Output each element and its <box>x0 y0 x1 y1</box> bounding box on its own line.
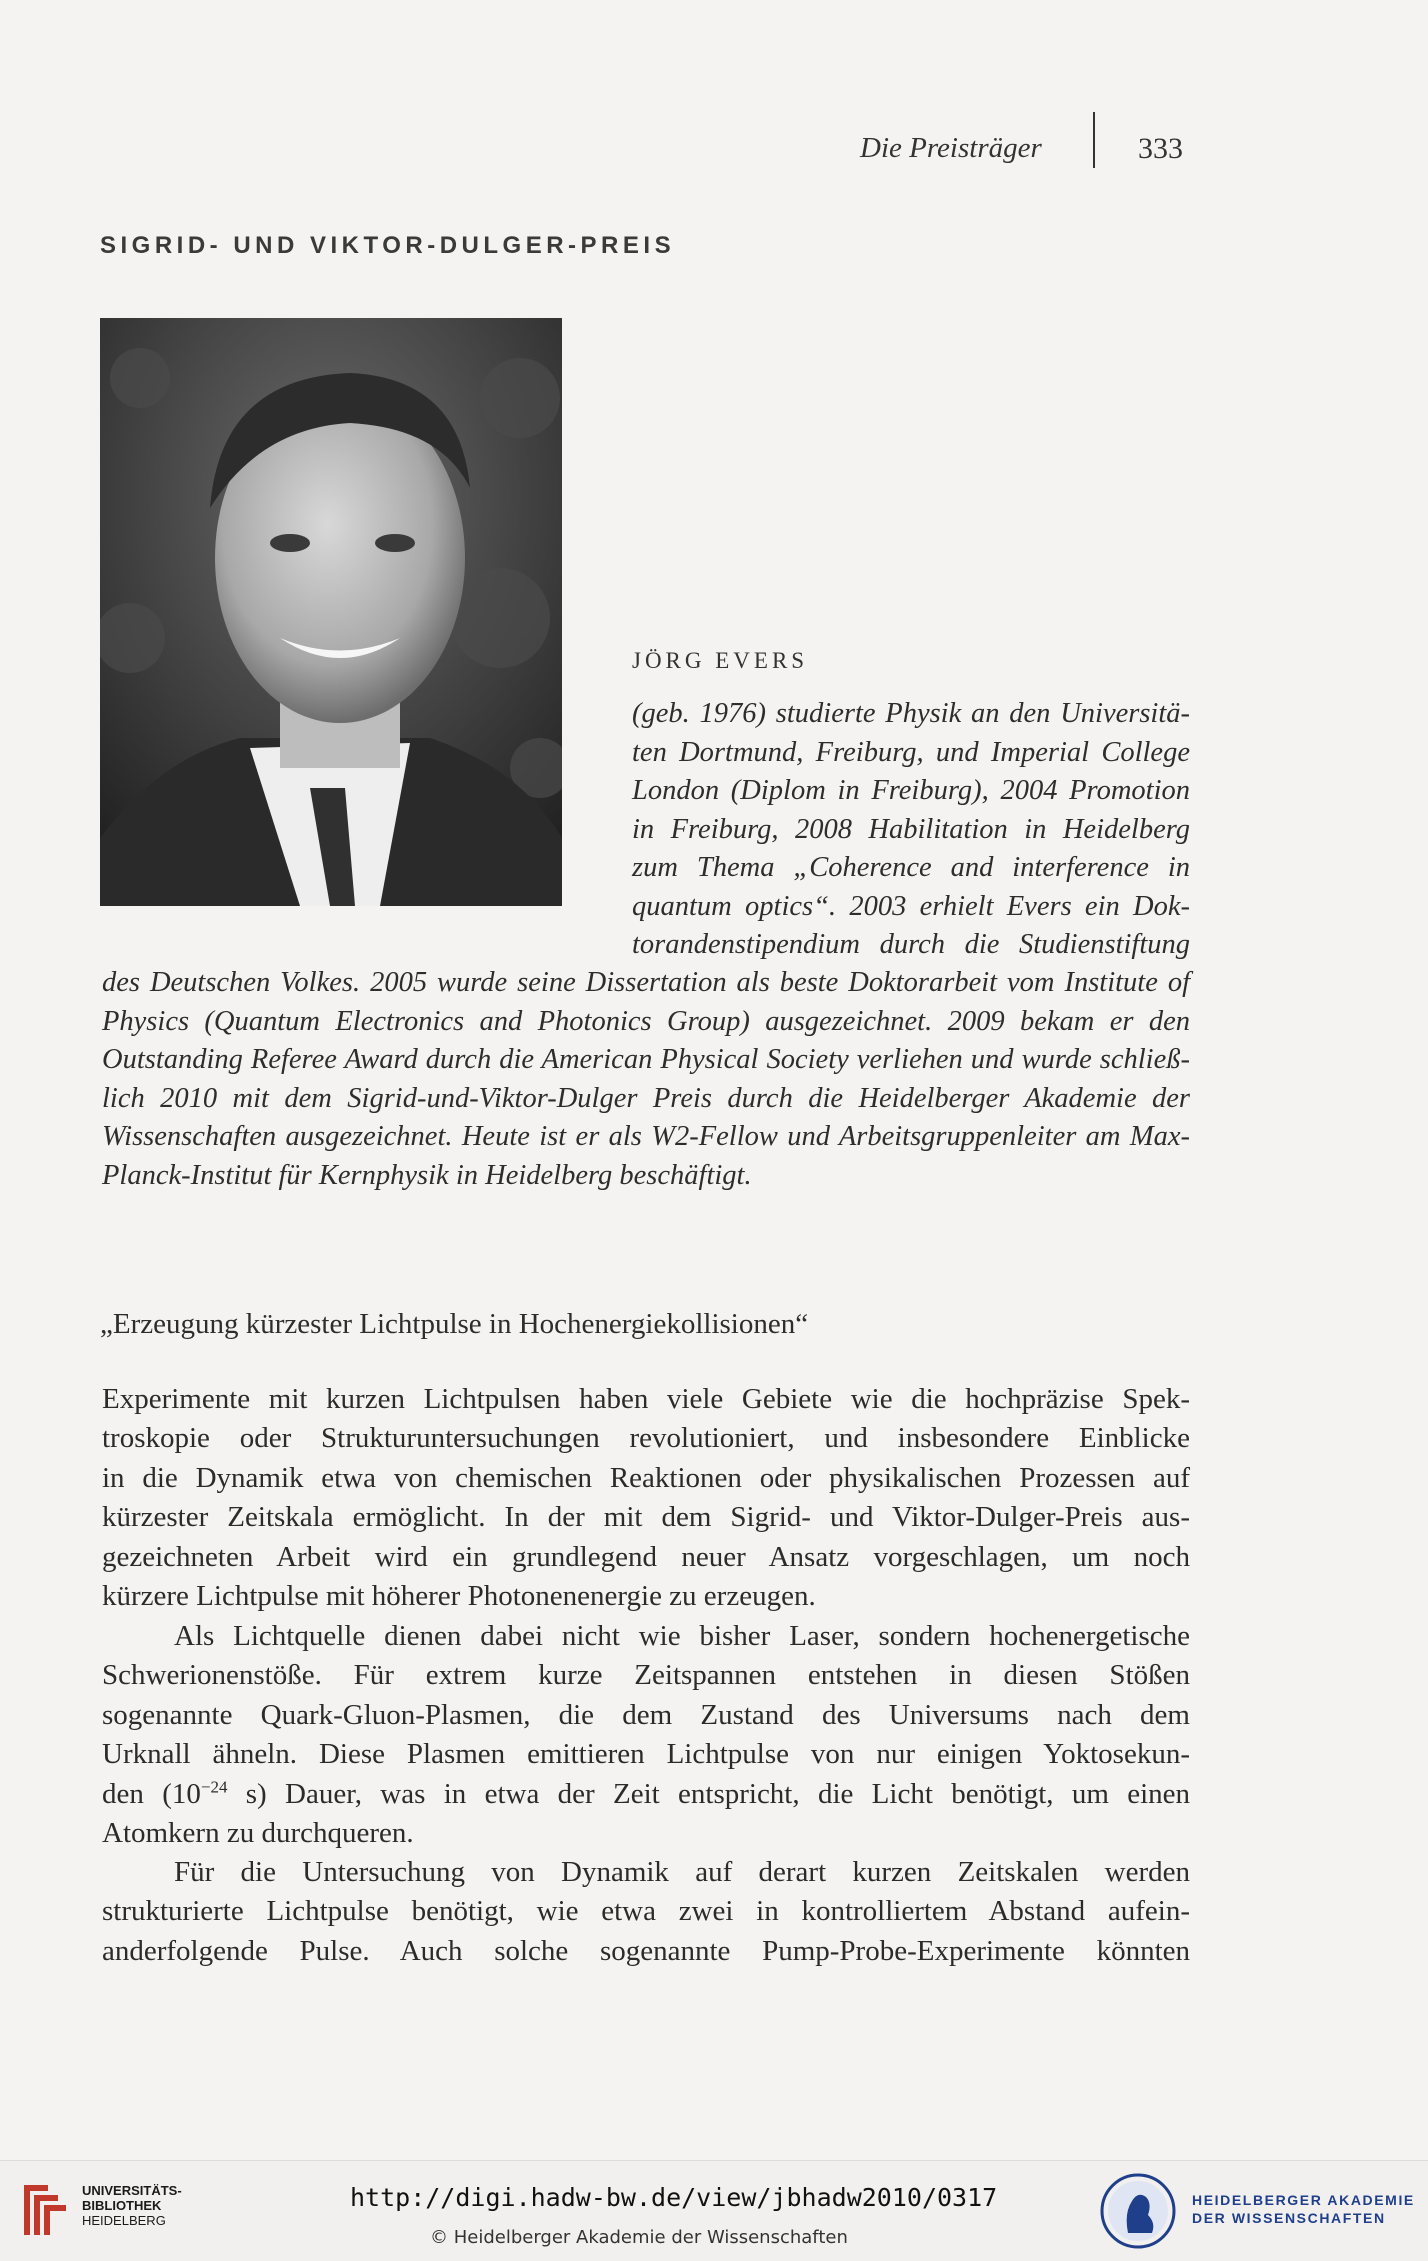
bio-line: ten Dortmund, Freiburg, und Imperial College <box>632 736 1190 768</box>
author-portrait <box>100 318 562 906</box>
university-library-name <box>82 2183 182 2228</box>
exp-prefix: den (10 <box>102 1777 201 1810</box>
text-line: kürzere Lichtpulse mit höherer Photonenenergie zu erzeugen. <box>102 1580 816 1613</box>
bio-line: in Freiburg, 2008 Habilitation in Heidelberg <box>632 813 1190 845</box>
exp-suffix: s) Dauer, was in etwa der Zeit entspricht, die Licht benötigt, um einen <box>227 1777 1190 1810</box>
bio-line: quantum optics“. 2003 erhielt Evers ein Dok- <box>632 890 1190 922</box>
text-line: troskopie oder Strukturuntersuchungen revolutioniert, und insbesondere Einblicke <box>102 1422 1190 1455</box>
text-line: in die Dynamik etwa von chemischen Reaktionen oder physikalischen Prozessen auf <box>102 1461 1190 1494</box>
page-number: 333 <box>1138 132 1183 165</box>
bio-line: des Deutschen Volkes. 2005 wurde seine Dissertation als beste Doktorarbeit vom Institute of <box>102 967 1190 998</box>
paragraph-1 <box>102 1380 1190 1616</box>
text-line: Schwerionenstöße. Für extrem kurze Zeitspannen entstehen in diesen Stößen <box>102 1659 1190 1692</box>
bio-line: Planck-Institut für Kernphysik in Heidelberg beschäftigt. <box>102 1159 752 1191</box>
library-line: UNIVERSITÄTS- <box>82 2183 182 2198</box>
bio-line: Outstanding Referee Award durch die American Physical Society verliehen und wurde schließ- <box>102 1044 1190 1075</box>
academy-line: DER WISSENSCHAFTEN <box>1192 2210 1386 2226</box>
text-line: Experimente mit kurzen Lichtpulsen haben viele Gebiete wie die hochpräzise Spek- <box>102 1383 1190 1415</box>
bio-line: lich 2010 mit dem Sigrid-und-Viktor-Dulger Preis durch die Heidelberger Akademie der <box>102 1082 1190 1114</box>
paragraph-3 <box>102 1853 1190 1971</box>
running-head: Die Preisträger <box>860 132 1042 164</box>
university-library-logo-icon <box>18 2177 70 2241</box>
bio-line: London (Diplom in Freiburg), 2004 Promotion <box>632 775 1190 806</box>
author-name: JÖRG EVERS <box>632 648 809 673</box>
library-line: HEIDELBERG <box>82 2213 166 2228</box>
text-line: sogenannte Quark-Gluon-Plasmen, die dem Zustand des Universums nach dem <box>102 1698 1190 1731</box>
text-line: strukturierte Lichtpulse benötigt, wie etwa zwei in kontrolliertem Abstand aufein- <box>102 1895 1190 1928</box>
article-title: „Erzeugung kürzester Lichtpulse in Hochenergiekollisionen“ <box>100 1308 809 1340</box>
text-line: Urknall ähneln. Diese Plasmen emittieren Lichtpulse von nur einigen Yoktosekun- <box>102 1738 1190 1771</box>
digitization-footer <box>0 2160 1428 2261</box>
text-line: Als Lichtquelle dienen dabei nicht wie bisher Laser, sondern hochenergetische <box>174 1620 1190 1652</box>
section-title: SIGRID- UND VIKTOR-DULGER-PREIS <box>100 232 676 259</box>
bio-line: (geb. 1976) studierte Physik an den Universitä- <box>632 698 1190 729</box>
academy-line: HEIDELBERGER AKADEMIE <box>1192 2192 1415 2208</box>
text-line: kürzester Zeitskala ermöglicht. In der mit dem Sigrid- und Viktor-Dulger-Preis aus- <box>102 1501 1190 1534</box>
text-line: Atomkern zu durchqueren. <box>102 1817 414 1850</box>
source-url-link[interactable]: http://digi.hadw-bw.de/view/jbhadw2010/0317 <box>350 2183 998 2212</box>
library-line: BIBLIOTHEK <box>82 2198 162 2213</box>
text-line-with-exponent <box>102 1775 1190 1814</box>
header-divider <box>1093 112 1095 168</box>
academy-name <box>1192 2191 1415 2227</box>
author-bio-wide <box>102 964 1190 1195</box>
text-line: gezeichneten Arbeit wird ein grundlegend neuer Ansatz vorgeschlagen, um noch <box>102 1540 1190 1573</box>
text-line: Für die Untersuchung von Dynamik auf derart kurzen Zeitskalen werden <box>174 1856 1190 1888</box>
bio-line: zum Thema „Coherence and interference in <box>632 852 1190 883</box>
author-bio-narrow <box>632 695 1190 965</box>
paragraph-2 <box>102 1617 1190 1853</box>
bio-line: Physics (Quantum Electronics and Photonics Group) ausgezeichnet. 2009 bekam er den <box>102 1005 1190 1037</box>
portrait-image <box>100 318 562 906</box>
academy-seal-icon <box>1100 2173 1176 2249</box>
copyright-notice: © Heidelberger Akademie der Wissenschaften <box>430 2227 848 2248</box>
bio-line: Wissenschaften ausgezeichnet. Heute ist er als W2-Fellow und Arbeitsgruppenleiter am Max- <box>102 1121 1190 1152</box>
bio-line: torandenstipendium durch die Studienstiftung <box>632 929 1190 960</box>
exponent: −24 <box>200 1776 228 1796</box>
text-line: anderfolgende Pulse. Auch solche sogenannte Pump-Probe-Experimente könnten <box>102 1934 1190 1967</box>
